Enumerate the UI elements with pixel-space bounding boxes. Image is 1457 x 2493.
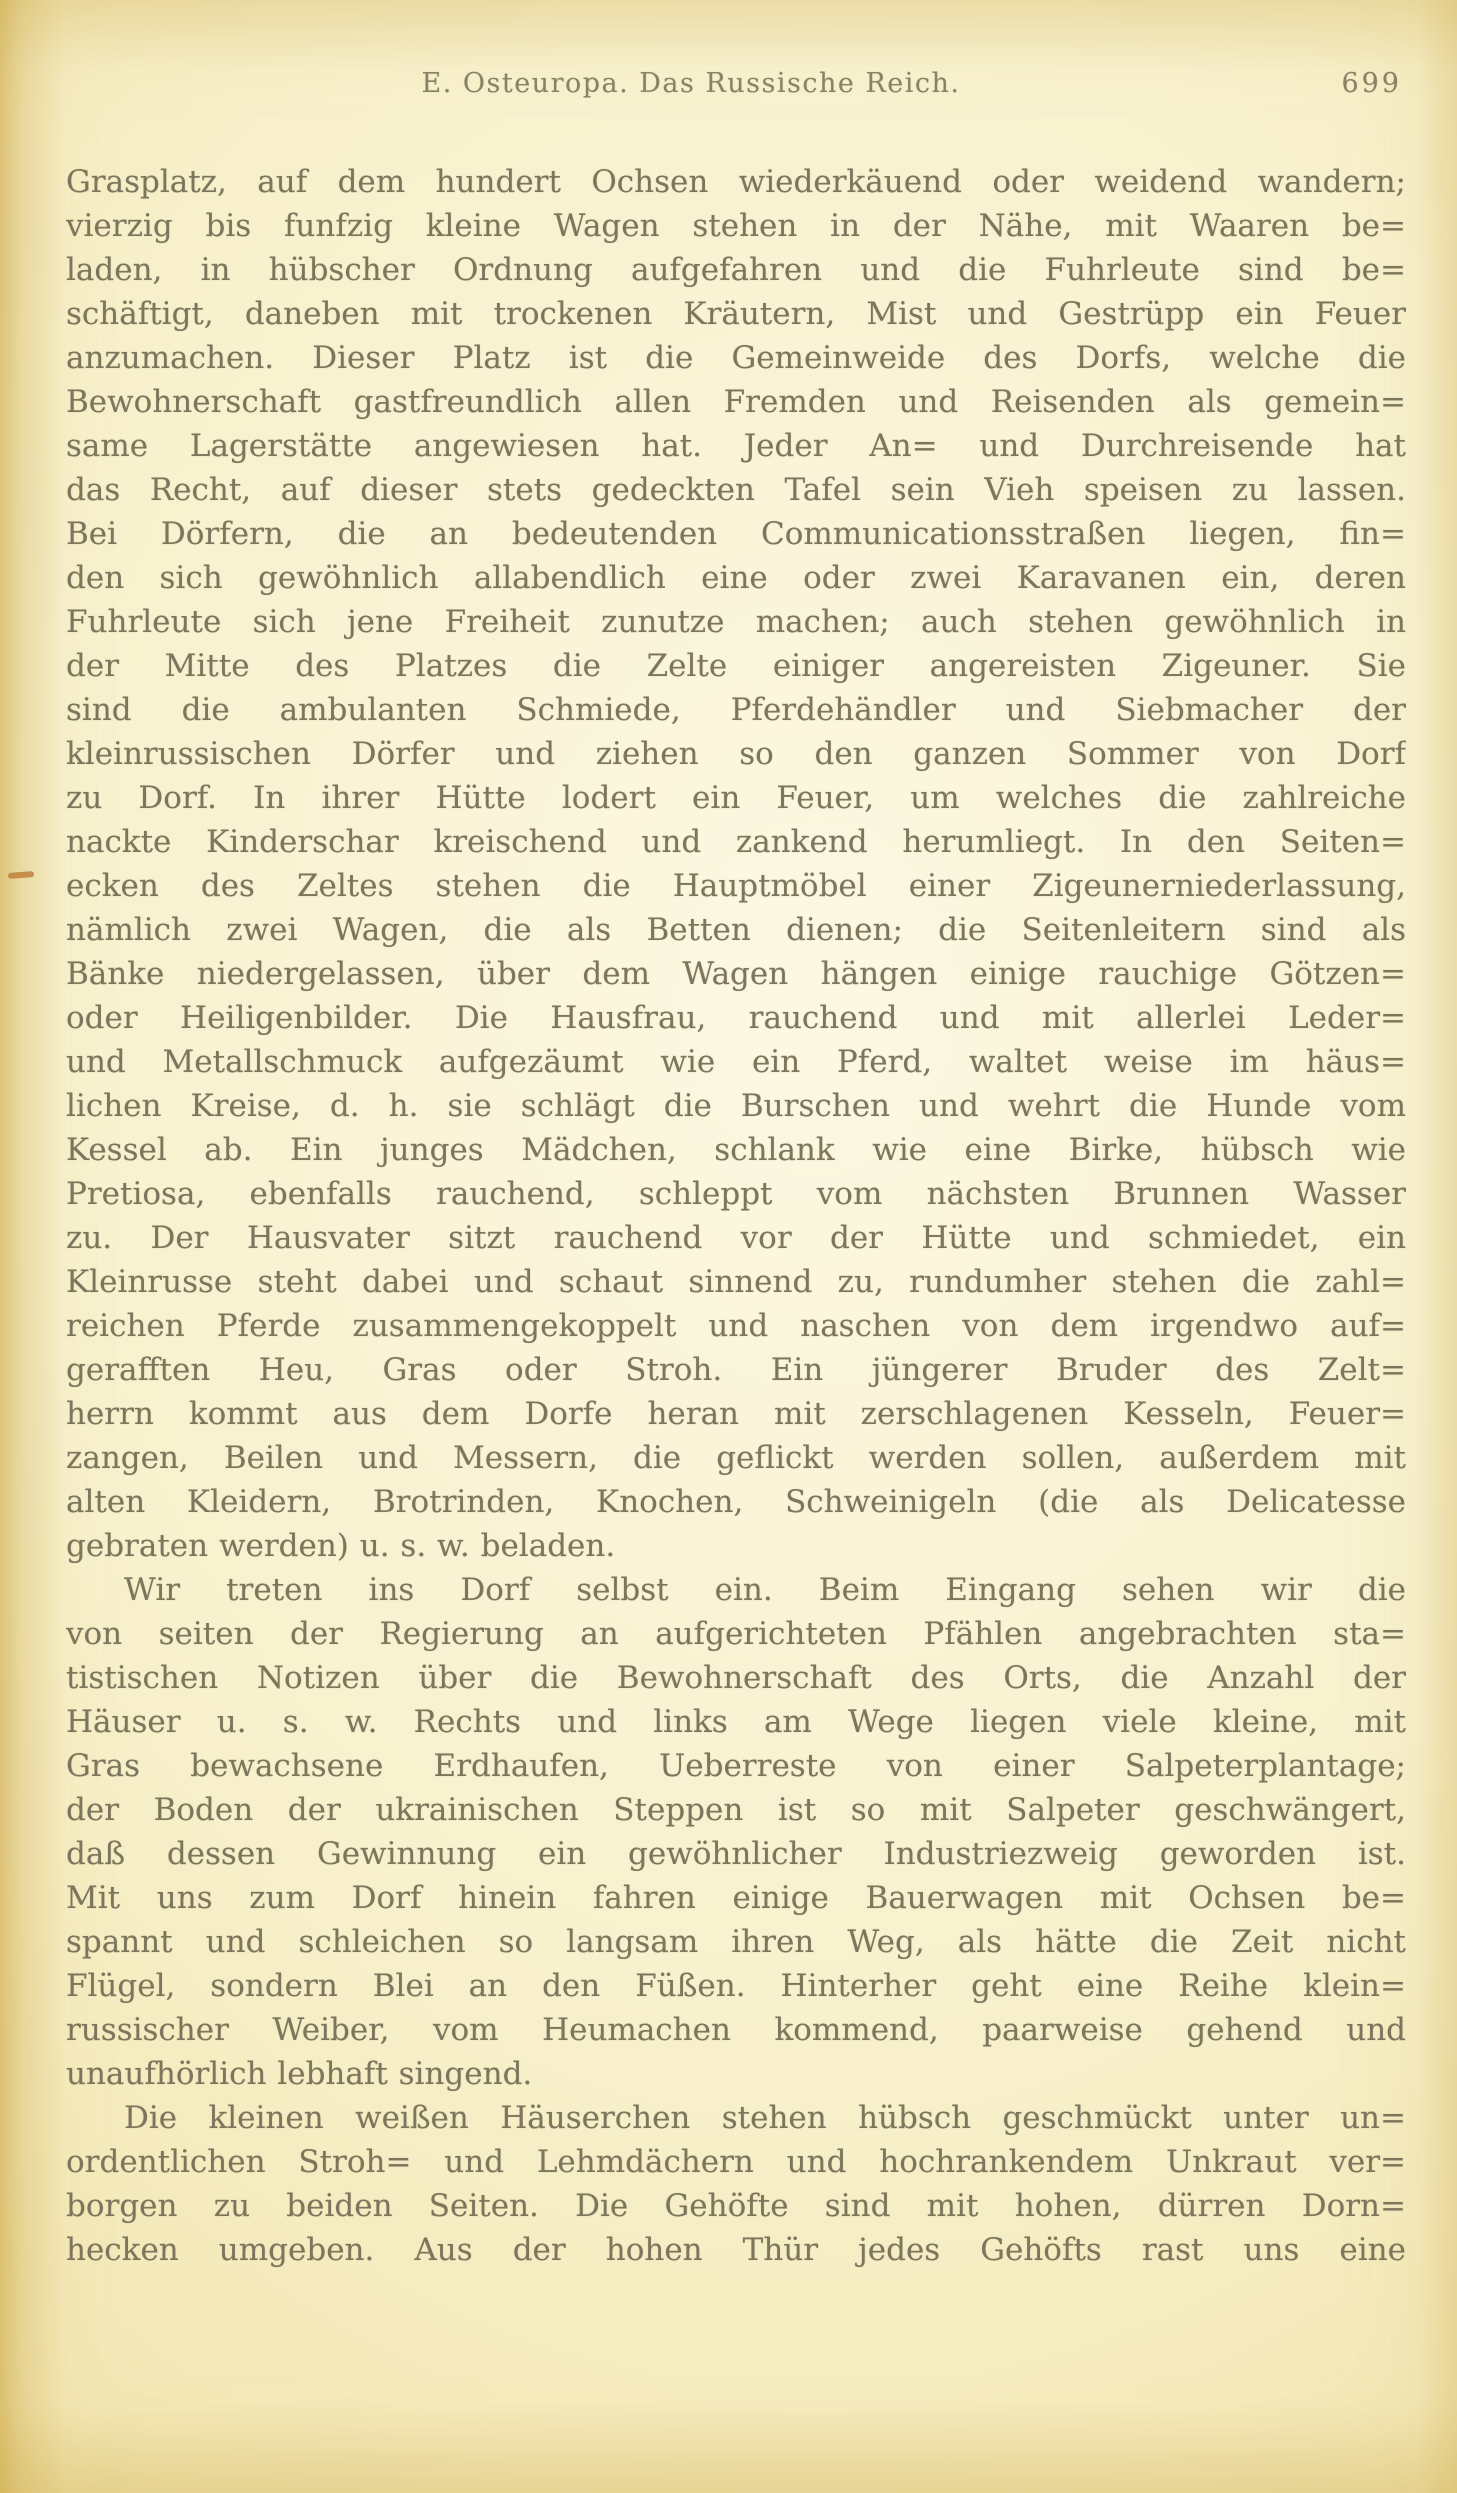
text-line: kleinrussischen Dörfer und ziehen so den ganzen Sommer von Dorf — [66, 736, 1406, 772]
text-line: Pretiosa, ebenfalls rauchend, schleppt vom nächsten Brunnen Wasser — [66, 1176, 1406, 1212]
page-header — [66, 64, 1406, 104]
margin-mark — [8, 871, 34, 879]
text-line: schäftigt, daneben mit trockenen Kräutern, Mist und Gestrüpp ein Feuer — [66, 296, 1406, 332]
text-line: Bei Dörfern, die an bedeutenden Communicationsstraßen liegen, fin= — [66, 516, 1406, 552]
text-line: anzumachen. Dieser Platz ist die Gemeinweide des Dorfs, welche die — [66, 340, 1406, 376]
body-text — [66, 160, 1406, 2272]
running-title: E. Osteuropa. Das Russische Reich. — [421, 68, 961, 99]
text-line: Fuhrleute sich jene Freiheit zunutze machen; auch stehen gewöhnlich in — [66, 604, 1406, 640]
text-line: den sich gewöhnlich allabendlich eine oder zwei Karavanen ein, deren — [66, 560, 1406, 596]
text-line: herrn kommt aus dem Dorfe heran mit zerschlagenen Kesseln, Feuer= — [66, 1396, 1406, 1432]
paragraph — [66, 2096, 1406, 2272]
page-number: 699 — [1341, 68, 1402, 99]
text-line: spannt und schleichen so langsam ihren Weg, als hätte die Zeit nicht — [66, 1924, 1406, 1960]
text-line: von seiten der Regierung an aufgerichteten Pfählen angebrachten sta= — [66, 1616, 1406, 1652]
text-line: laden, in hübscher Ordnung aufgefahren und die Fuhrleute sind be= — [66, 252, 1406, 288]
text-line: tistischen Notizen über die Bewohnerschaft des Orts, die Anzahl der — [66, 1660, 1406, 1696]
paragraph — [66, 1568, 1406, 2096]
text-line: Bewohnerschaft gastfreundlich allen Fremden und Reisenden als gemein= — [66, 384, 1406, 420]
text-line: Mit uns zum Dorf hinein fahren einige Bauerwagen mit Ochsen be= — [66, 1880, 1406, 1916]
text-line: gerafften Heu, Gras oder Stroh. Ein jüngerer Bruder des Zelt= — [66, 1352, 1406, 1388]
text-line: sind die ambulanten Schmiede, Pferdehändler und Siebmacher der — [66, 692, 1406, 728]
text-line: reichen Pferde zusammengekoppelt und naschen von dem irgendwo auf= — [66, 1308, 1406, 1344]
text-line: Bänke niedergelassen, über dem Wagen hängen einige rauchige Götzen= — [66, 956, 1406, 992]
text-line: Häuser u. s. w. Rechts und links am Wege liegen viele kleine, mit — [66, 1704, 1406, 1740]
text-line: der Boden der ukrainischen Steppen ist so mit Salpeter geschwängert, — [66, 1792, 1406, 1828]
text-line: vierzig bis funfzig kleine Wagen stehen in der Nähe, mit Waaren be= — [66, 208, 1406, 244]
text-line: same Lagerstätte angewiesen hat. Jeder An= und Durchreisende hat — [66, 428, 1406, 464]
text-line: unaufhörlich lebhaft singend. — [66, 2056, 533, 2092]
paragraph — [66, 160, 1406, 1568]
text-line: alten Kleidern, Brotrinden, Knochen, Schweinigeln (die als Delicatesse — [66, 1484, 1406, 1520]
text-line: borgen zu beiden Seiten. Die Gehöfte sind mit hohen, dürren Dorn= — [66, 2188, 1406, 2224]
text-line: Kessel ab. Ein junges Mädchen, schlank wie eine Birke, hübsch wie — [66, 1132, 1406, 1168]
text-line: Gras bewachsene Erdhaufen, Ueberreste von einer Salpeterplantage; — [66, 1748, 1406, 1784]
text-line: der Mitte des Platzes die Zelte einiger angereisten Zigeuner. Sie — [66, 648, 1406, 684]
text-line: hecken umgeben. Aus der hohen Thür jedes Gehöfts rast uns eine — [66, 2232, 1406, 2268]
text-line: Grasplatz, auf dem hundert Ochsen wiederkäuend oder weidend wandern; — [66, 164, 1406, 200]
text-line: ordentlichen Stroh= und Lehmdächern und hochrankendem Unkraut ver= — [66, 2144, 1406, 2180]
text-line: und Metallschmuck aufgezäumt wie ein Pferd, waltet weise im häus= — [66, 1044, 1406, 1080]
text-line: Die kleinen weißen Häuserchen stehen hübsch geschmückt unter un= — [124, 2100, 1406, 2136]
text-line: nämlich zwei Wagen, die als Betten dienen; die Seitenleitern sind als — [66, 912, 1406, 948]
text-line: russischer Weiber, vom Heumachen kommend, paarweise gehend und — [66, 2012, 1406, 2048]
text-line: zu. Der Hausvater sitzt rauchend vor der Hütte und schmiedet, ein — [66, 1220, 1406, 1256]
text-line: das Recht, auf dieser stets gedeckten Tafel sein Vieh speisen zu lassen. — [66, 472, 1406, 508]
text-line: ecken des Zeltes stehen die Hauptmöbel einer Zigeunerniederlassung, — [66, 868, 1406, 904]
text-line: Flügel, sondern Blei an den Füßen. Hinterher geht eine Reihe klein= — [66, 1968, 1406, 2004]
text-line: gebraten werden) u. s. w. beladen. — [66, 1528, 616, 1564]
text-line: oder Heiligenbilder. Die Hausfrau, rauchend und mit allerlei Leder= — [66, 1000, 1406, 1036]
text-line: zangen, Beilen und Messern, die geflickt werden sollen, außerdem mit — [66, 1440, 1406, 1476]
text-line: lichen Kreise, d. h. sie schlägt die Burschen und wehrt die Hunde vom — [66, 1088, 1406, 1124]
text-line: nackte Kinderschar kreischend und zankend herumliegt. In den Seiten= — [66, 824, 1406, 860]
text-line: zu Dorf. In ihrer Hütte lodert ein Feuer, um welches die zahlreiche — [66, 780, 1406, 816]
text-line: Kleinrusse steht dabei und schaut sinnend zu, rundumher stehen die zahl= — [66, 1264, 1406, 1300]
text-line: Wir treten ins Dorf selbst ein. Beim Eingang sehen wir die — [124, 1572, 1406, 1608]
text-line: daß dessen Gewinnung ein gewöhnlicher Industriezweig geworden ist. — [66, 1836, 1406, 1872]
